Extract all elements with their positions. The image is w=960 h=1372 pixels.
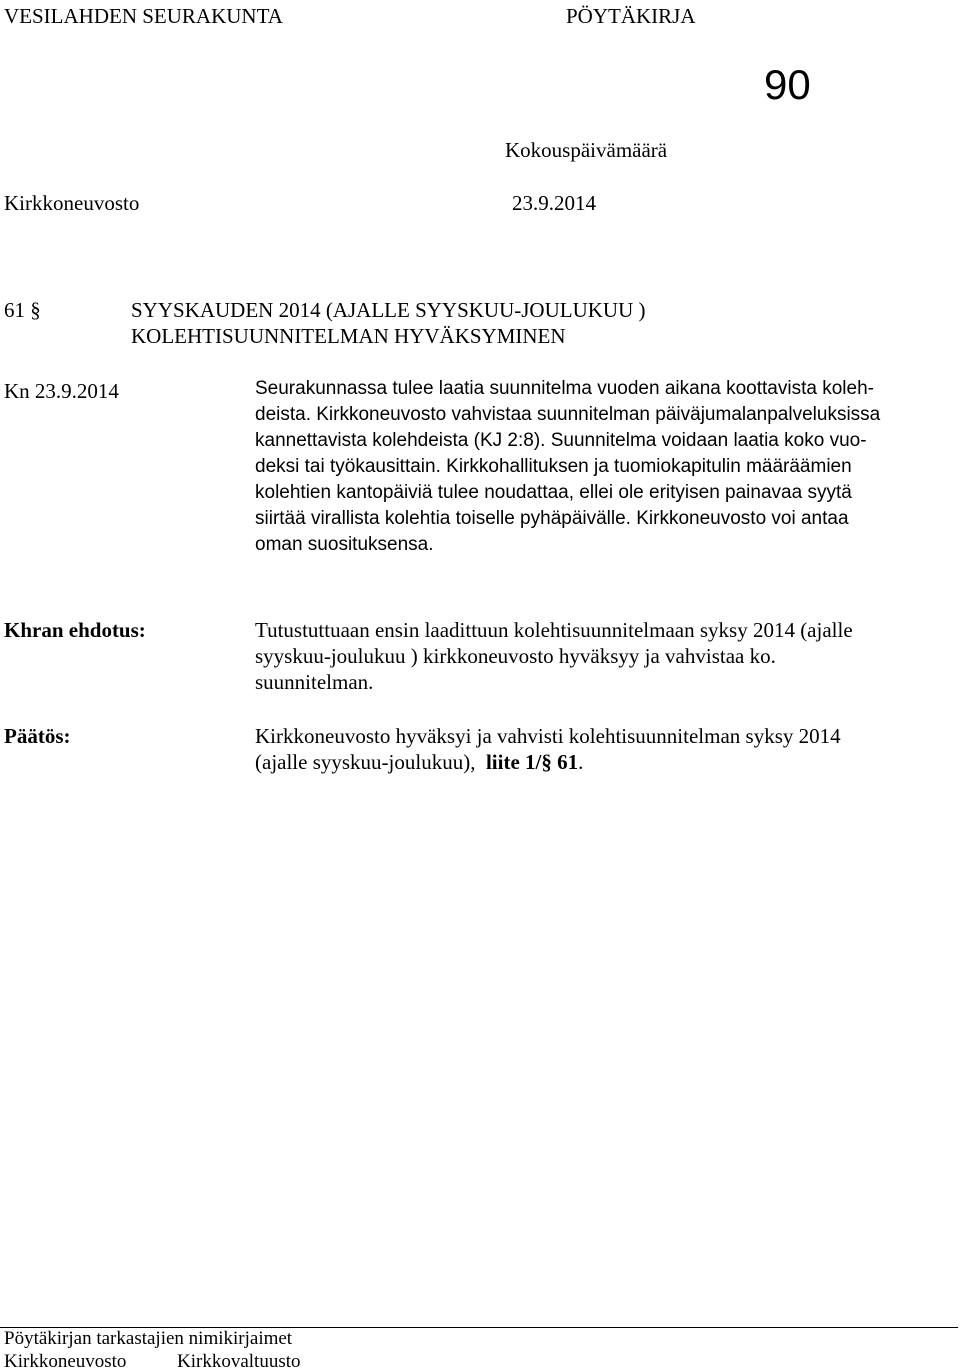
proposal-text [255,617,945,695]
proposal-line: Tutustuttuaan ensin laadittuun kolehtisuunnitelmaan syksy 2014 (ajalle [255,618,853,642]
footer-signature-board: Kirkkoneuvosto [4,1351,127,1372]
meeting-date-label: Kokouspäivämäärä [505,138,668,162]
board-meeting-reference: Kn 23.9.2014 [4,379,119,403]
decision-label: Päätös: [4,724,71,748]
section-number: 61 § [4,298,41,322]
governing-body-name: Kirkkoneuvosto [4,191,140,215]
proposal-label: Khran ehdotus: [4,618,146,642]
description-line: oman suosituksensa. [255,534,434,555]
footer-signature-council: Kirkkovaltuusto [177,1351,301,1372]
proposal-line: suunnitelman. [255,670,374,694]
attachment-reference: liite 1/§ 61 [485,750,579,774]
decision-line-suffix: . [578,750,584,774]
section-description [255,376,945,558]
decision-line [255,749,945,775]
description-line: siirtää virallista kolehtia toiselle pyhäpäivälle. Kirkkoneuvosto voi antaa [255,508,849,529]
decision-line-prefix: (ajalle syyskuu-joulukuu), [255,750,486,774]
decision-line: Kirkkoneuvosto hyväksyi ja vahvisti kolehtisuunnitelman syksy 2014 [255,724,841,748]
page-number: 90 [764,61,811,108]
document-type: PÖYTÄKIRJA [566,4,696,28]
description-line: deista. Kirkkoneuvosto vahvistaa suunnitelman päiväjumalanpalveluksissa [255,404,881,425]
description-line: Seurakunnassa tulee laatia suunnitelma vuoden aikana koottavista koleh- [255,378,874,399]
section-title-line: KOLEHTISUUNNITELMAN HYVÄKSYMINEN [131,324,566,348]
section-title [131,297,646,349]
organization-name: VESILAHDEN SEURAKUNTA [4,4,283,28]
description-line: kolehtien kantopäiviä tulee noudattaa, ellei ole erityisen painavaa syytä [255,482,852,503]
description-line: kannettavista kolehdeista (KJ 2:8). Suunnitelma voidaan laatia koko vuo- [255,430,867,451]
proposal-line: syyskuu-joulukuu ) kirkkoneuvosto hyväksyy ja vahvistaa ko. [255,644,776,668]
section-title-line: SYYSKAUDEN 2014 (AJALLE SYYSKUU-JOULUKUU ) [131,298,646,322]
footer-title: Pöytäkirjan tarkastajien nimikirjaimet [4,1328,293,1349]
decision-text [255,723,945,775]
meeting-date: 23.9.2014 [512,191,596,215]
description-line: deksi tai työkausittain. Kirkkohallituksen ja tuomiokapitulin määräämien [255,456,852,477]
